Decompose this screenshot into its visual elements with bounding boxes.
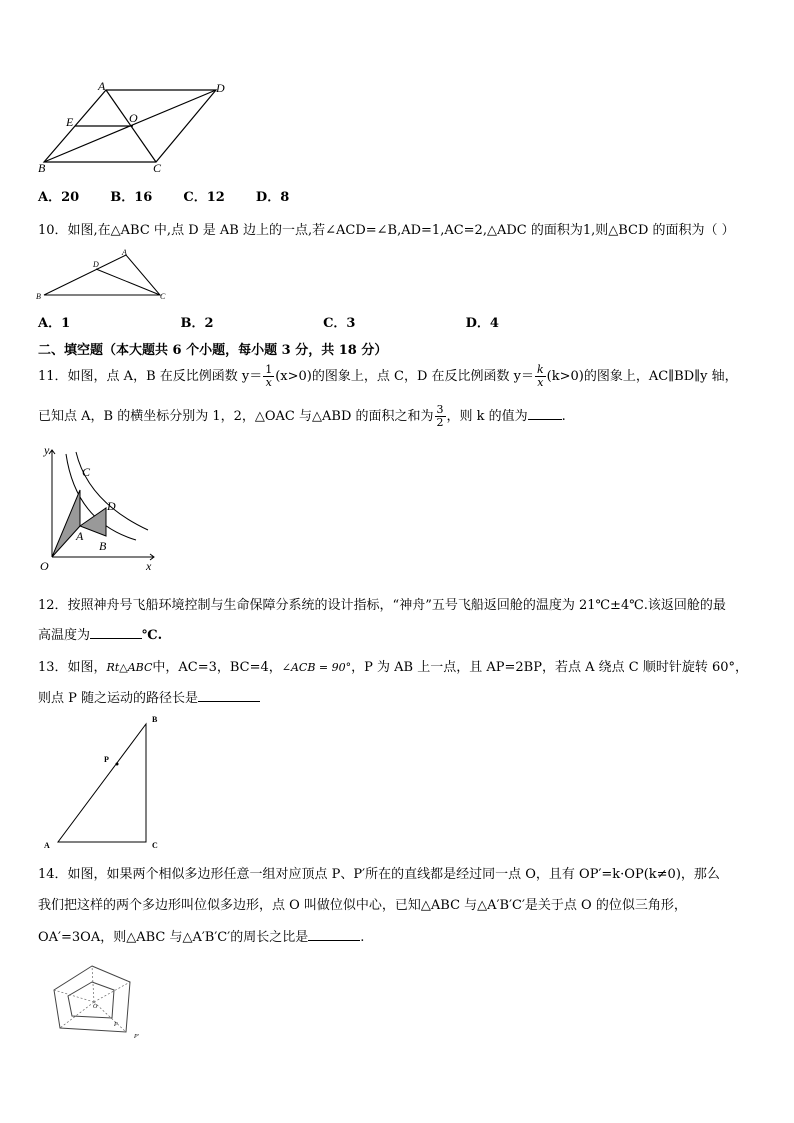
label-d: D (216, 81, 225, 95)
q10-option-b: B．2 (180, 316, 214, 331)
triangle-oac (52, 490, 80, 557)
q11-line2: 已知点 A，B 的横坐标分别为 1，2，△OAC 与△ABD 的面积之和为 $\frac{3}{2}$ ，则 k 的值为 . (38, 403, 566, 429)
q10-option-d: D．4 (465, 316, 499, 331)
angle-label: ∠ACB = 90° (281, 661, 352, 674)
fraction-3-over-2: $\frac{3}{2}$ (436, 403, 444, 429)
q9-option-c: C．12 (183, 190, 225, 205)
parallelogram-figure (36, 78, 236, 178)
q10-option-a: A．1 (38, 316, 71, 331)
label-a: A (44, 841, 50, 850)
q9-options (38, 186, 289, 205)
label-o: O (129, 111, 138, 125)
label-a: A (76, 529, 84, 543)
label-a: A (98, 79, 106, 93)
q10-options (38, 312, 499, 331)
q11-text-3: (k>0)的图象上，AC∥BD∥y 轴， (546, 369, 738, 384)
fraction-1-over-x: $\frac{1}{x}$ (265, 363, 273, 389)
label-o: O (93, 1004, 98, 1010)
q14-line3: OA′=3OA，则△ABC 与△A′B′C′的周长之比是 . (38, 930, 365, 945)
rt-triangle-label: Rt△ABC (106, 661, 153, 674)
q10-text: 10．如图,在△ABC 中,点 D 是 AB 边上的一点,若∠ACD=∠B,AD=1,AC=2,△ADC 的面积为1,则△BCD 的面积为（ ） (38, 223, 735, 238)
label-o: O (40, 559, 49, 573)
q11-text-1: 11．如图，点 A，B 在反比例函数 y＝ (38, 369, 263, 384)
label-c: C (82, 465, 91, 479)
q12-line2: 高温度为 ℃. (38, 628, 163, 643)
q14-homothety-figure (48, 962, 158, 1042)
label-p-prime: P′ (134, 1034, 139, 1040)
label-a: A (122, 248, 127, 257)
label-d: D (107, 499, 116, 513)
q12-line1: 12．按照神舟号飞船环境控制与生命保障分系统的设计指标，“神舟”五号飞船返回舱的温度为 21℃±4℃.该返回舱的最 (38, 598, 726, 613)
q10-option-c: C．3 (323, 316, 356, 331)
curve-k-over-x (76, 452, 148, 530)
label-b: B (152, 715, 158, 724)
label-c: C (160, 292, 166, 301)
q10-triangle-figure (36, 247, 176, 305)
q11-text-5: ，则 k 的值为 (446, 409, 528, 424)
label-p: P (104, 755, 109, 764)
fraction-k-over-x: $\frac{k}{x}$ (536, 363, 544, 389)
label-b: B (36, 292, 41, 301)
point-p (116, 763, 119, 766)
inner-pentagon (68, 982, 114, 1018)
q14-line2: 我们把这样的两个多边形叫位似多边形，点 O 叫做位似中心，已知△ABC 与△A′B′C′是关于点 O 的位似三角形， (38, 898, 687, 913)
label-y: y (44, 443, 50, 457)
section-heading: 二、填空题（本大题共 6 个小题，每小题 3 分，共 18 分） (38, 343, 388, 358)
q11-text-4: 已知点 A，B 的横坐标分别为 1，2，△OAC 与△ABD 的面积之和为 (38, 409, 434, 424)
answer-blank[interactable] (308, 940, 360, 941)
q13-triangle-figure (36, 712, 176, 852)
q11-line1 (38, 364, 738, 389)
q13-line2: 则点 P 随之运动的路径长是 (38, 687, 260, 706)
answer-blank[interactable] (90, 638, 142, 639)
outer-pentagon (54, 966, 130, 1032)
label-b: B (99, 539, 107, 553)
answer-blank[interactable] (528, 419, 562, 420)
label-c: C (152, 841, 158, 850)
q13-line1: 13．如图，Rt△ABC中，AC=3，BC=4，∠ACB = 90°，P 为 AB 上一点，且 AP=2BP，若点 A 绕点 C 顺时针旋转 60°， (38, 660, 748, 675)
q9-option-d: D．8 (255, 190, 290, 205)
q14-line1: 14．如图，如果两个相似多边形任意一组对应顶点 P、P′所在的直线都是经过同一点 O，且有 OP′=k·OP(k≠0)，那么 (38, 867, 720, 882)
label-b: B (38, 161, 46, 175)
triangle-abd (80, 508, 106, 536)
label-c: C (153, 161, 162, 175)
q11-text-2: (x>0)的图象上，点 C，D 在反比例函数 y＝ (275, 369, 534, 384)
q9-option-b: B．16 (110, 190, 153, 205)
answer-blank[interactable] (198, 701, 260, 702)
q9-option-a: A．20 (38, 190, 80, 205)
label-e: E (66, 115, 74, 129)
label-d: D (93, 260, 99, 269)
q11-graph-figure (36, 442, 161, 574)
label-x: x (146, 559, 152, 573)
label-p: P (114, 1022, 118, 1028)
